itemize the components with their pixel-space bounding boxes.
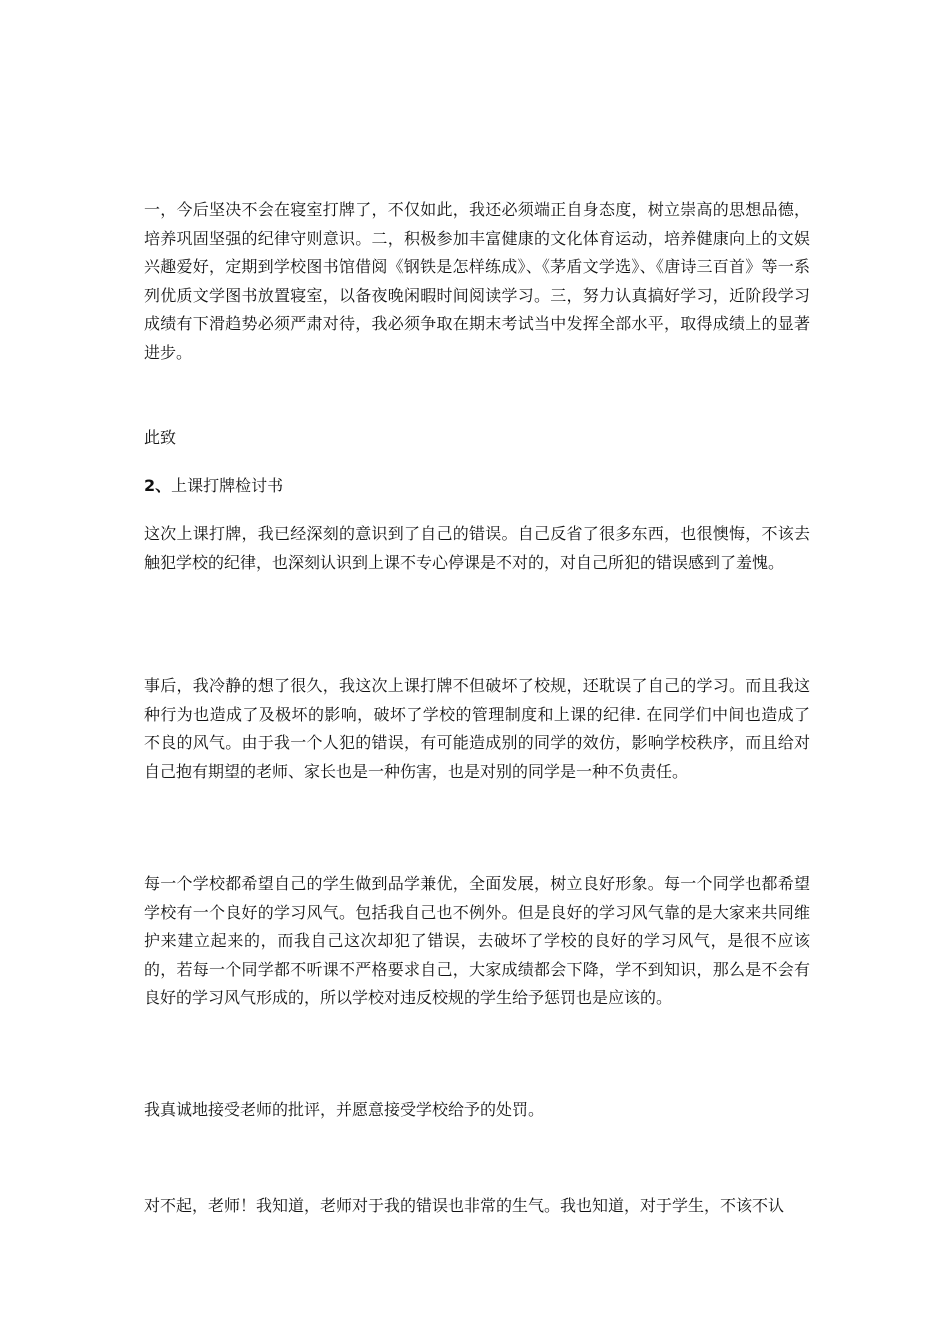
section-number: 2、 <box>144 476 172 495</box>
paragraph-apology: 对不起，老师！我知道，老师对于我的错误也非常的生气。我也知道，对于学生，不该不认 <box>144 1196 785 1215</box>
paragraph-realization: 这次上课打牌，我已经深刻的意识到了自己的错误。自己反省了很多东西，也很懊悔，不该去触犯学校的纪律，也深刻认识到上课不专心停课是不对的，对自己所犯的错误感到了羞愧。 <box>144 524 810 572</box>
section-title: 上课打牌检讨书 <box>171 476 284 495</box>
closing-salutation: 此致 <box>144 428 177 447</box>
paragraph-reflection: 事后，我冷静的想了很久，我这次上课打牌不但破坏了校规，还耽误了自己的学习。而且我这种行为也造成了及极坏的影响，破坏了学校的管理制度和上课的纪律. 在同学们中间也造成了不良的风气。由于我一个人犯的错误，有可能造成别的同学的效仿，影响学校秩序，而且给对自己抱有期望的老师、家长也是一种伤害，也是对别的同学是一种不负责任。 <box>144 676 810 781</box>
paragraph-acceptance: 我真诚地接受老师的批评，并愿意接受学校给予的处罚。 <box>144 1100 545 1119</box>
paragraph-commitments: 一，今后坚决不会在寝室打牌了，不仅如此，我还必须端正自身态度，树立崇高的思想品德，培养巩固坚强的纪律守则意识。二，积极参加丰富健康的文化体育运动，培养健康向上的文娱兴趣爱好，定期到学校图书馆借阅《钢铁是怎样练成》、《茅盾文学选》、《唐诗三百首》等一系列优质文学图书放置寝室，以备夜晚闲暇时间阅读学习。三，努力认真搞好学习，近阶段学习成绩有下滑趋势必须严肃对待，我必须争取在期末考试当中发挥全部水平，取得成绩上的显著进步。 <box>144 200 810 362</box>
paragraph-school-expectation: 每一个学校都希望自己的学生做到品学兼优，全面发展，树立良好形象。每一个同学也都希望学校有一个良好的学习风气。包括我自己也不例外。但是良好的学习风气靠的是大家来共同维护来建立起来的，而我自己这次却犯了错误，去破坏了学校的良好的学习风气，是很不应该的，若每一个同学都不听课不严格要求自己，大家成绩都会下降，学不到知识，那么是不会有良好的学习风气形成的，所以学校对违反校规的学生给予惩罚也是应该的。 <box>144 874 810 1007</box>
section-heading <box>144 472 810 501</box>
